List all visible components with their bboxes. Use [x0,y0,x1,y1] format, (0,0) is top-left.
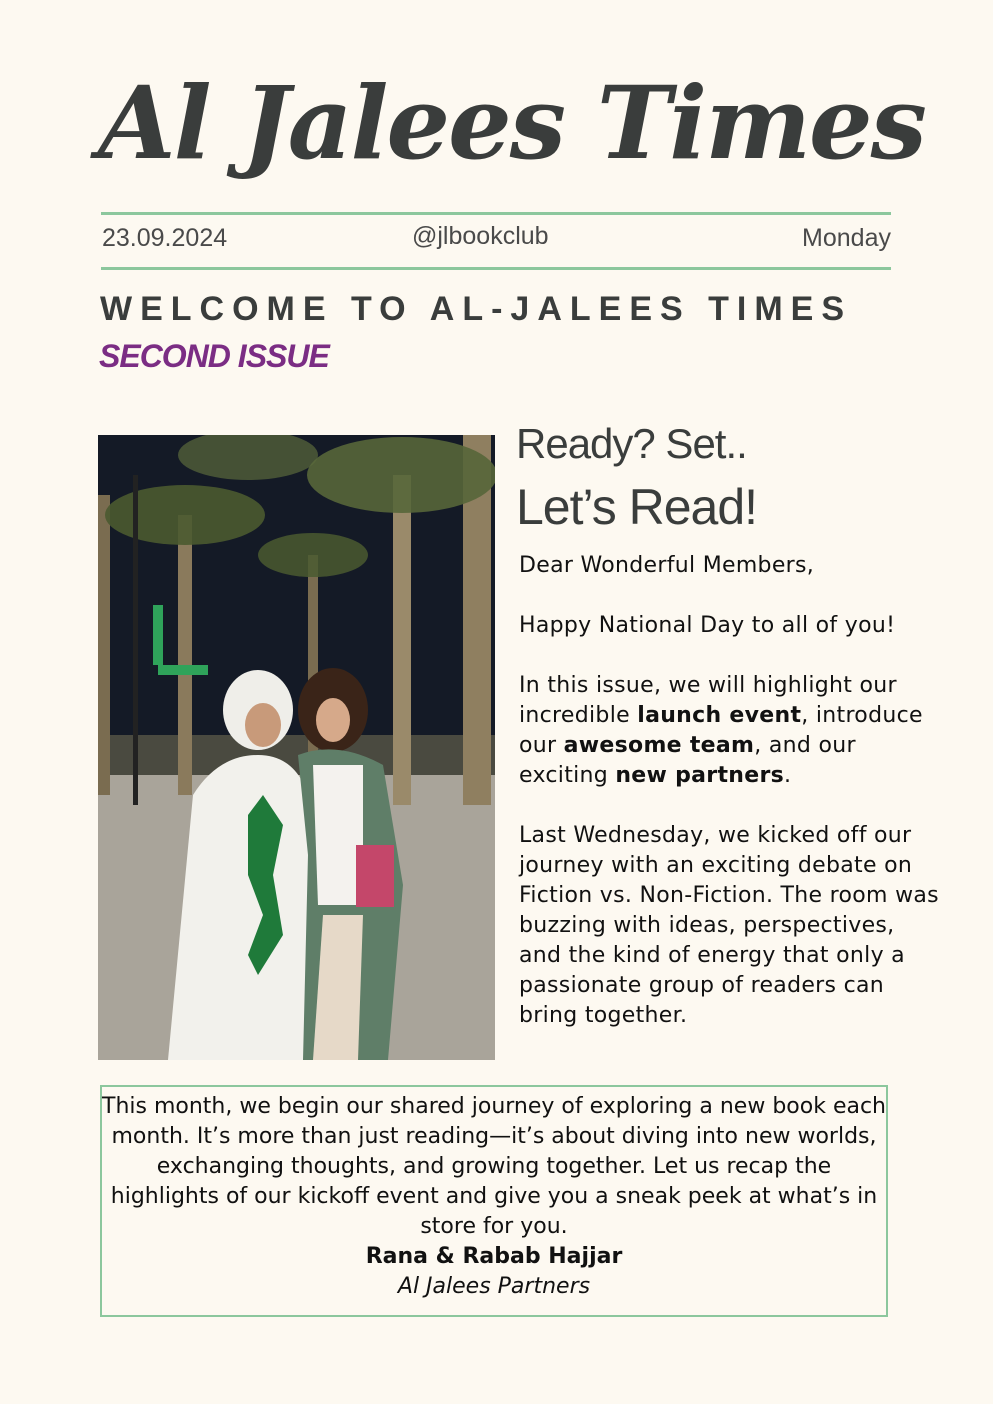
awesome-team-emphasis: awesome team [563,733,755,758]
greeting: Dear Wonderful Members, [519,553,815,578]
issue-label: SECOND ISSUE [99,338,329,374]
national-day-wish: Happy National Day to all of you! [519,613,896,638]
kickoff-paragraph: Last Wednesday, we kicked off our journey with an exciting debate on Fiction vs. Non-Fiction. The room was buzzing with ideas, perspectives, and the kind of energy that only a passionate group of readers can bring together. [519,823,939,1028]
text-run: In this issue, we will highlight our incredible [519,673,897,728]
issue-highlights-paragraph [519,671,939,791]
text-run: , and our exciting [519,733,856,788]
welcome-heading: WELCOME TO AL-JALEES TIMES [100,290,853,328]
partners-note-box [100,1085,888,1317]
note-signature: Rana & Rabab Hajjar [365,1244,623,1269]
text-run: . [784,763,792,788]
masthead-title: Al Jalees Times [98,64,925,182]
divider-bottom [101,267,891,270]
text-run: , introduce our [519,703,923,758]
note-text: This month, we begin our shared journey of exploring a new book each month. It’s more than just reading—it’s about diving into new worlds, exchanging thoughts, and growing together. Let us recap the highlights of our kickoff event and give you a sneak peek at what’s in store for you. [102,1094,886,1239]
article-body [519,551,939,1061]
photo-illustration-icon [98,435,495,1060]
headline-ready-set: Ready? Set.. [516,420,747,467]
launch-event-emphasis: launch event [637,703,802,728]
divider-top [101,212,891,215]
event-photo [98,435,495,1060]
headline-lets-read: Let’s Read! [516,479,758,535]
social-handle: @jlbookclub [412,222,549,250]
note-role: Al Jalees Partners [397,1274,591,1299]
issue-day: Monday [802,224,891,252]
new-partners-emphasis: new partners [615,763,784,788]
issue-date: 23.09.2024 [102,224,228,252]
